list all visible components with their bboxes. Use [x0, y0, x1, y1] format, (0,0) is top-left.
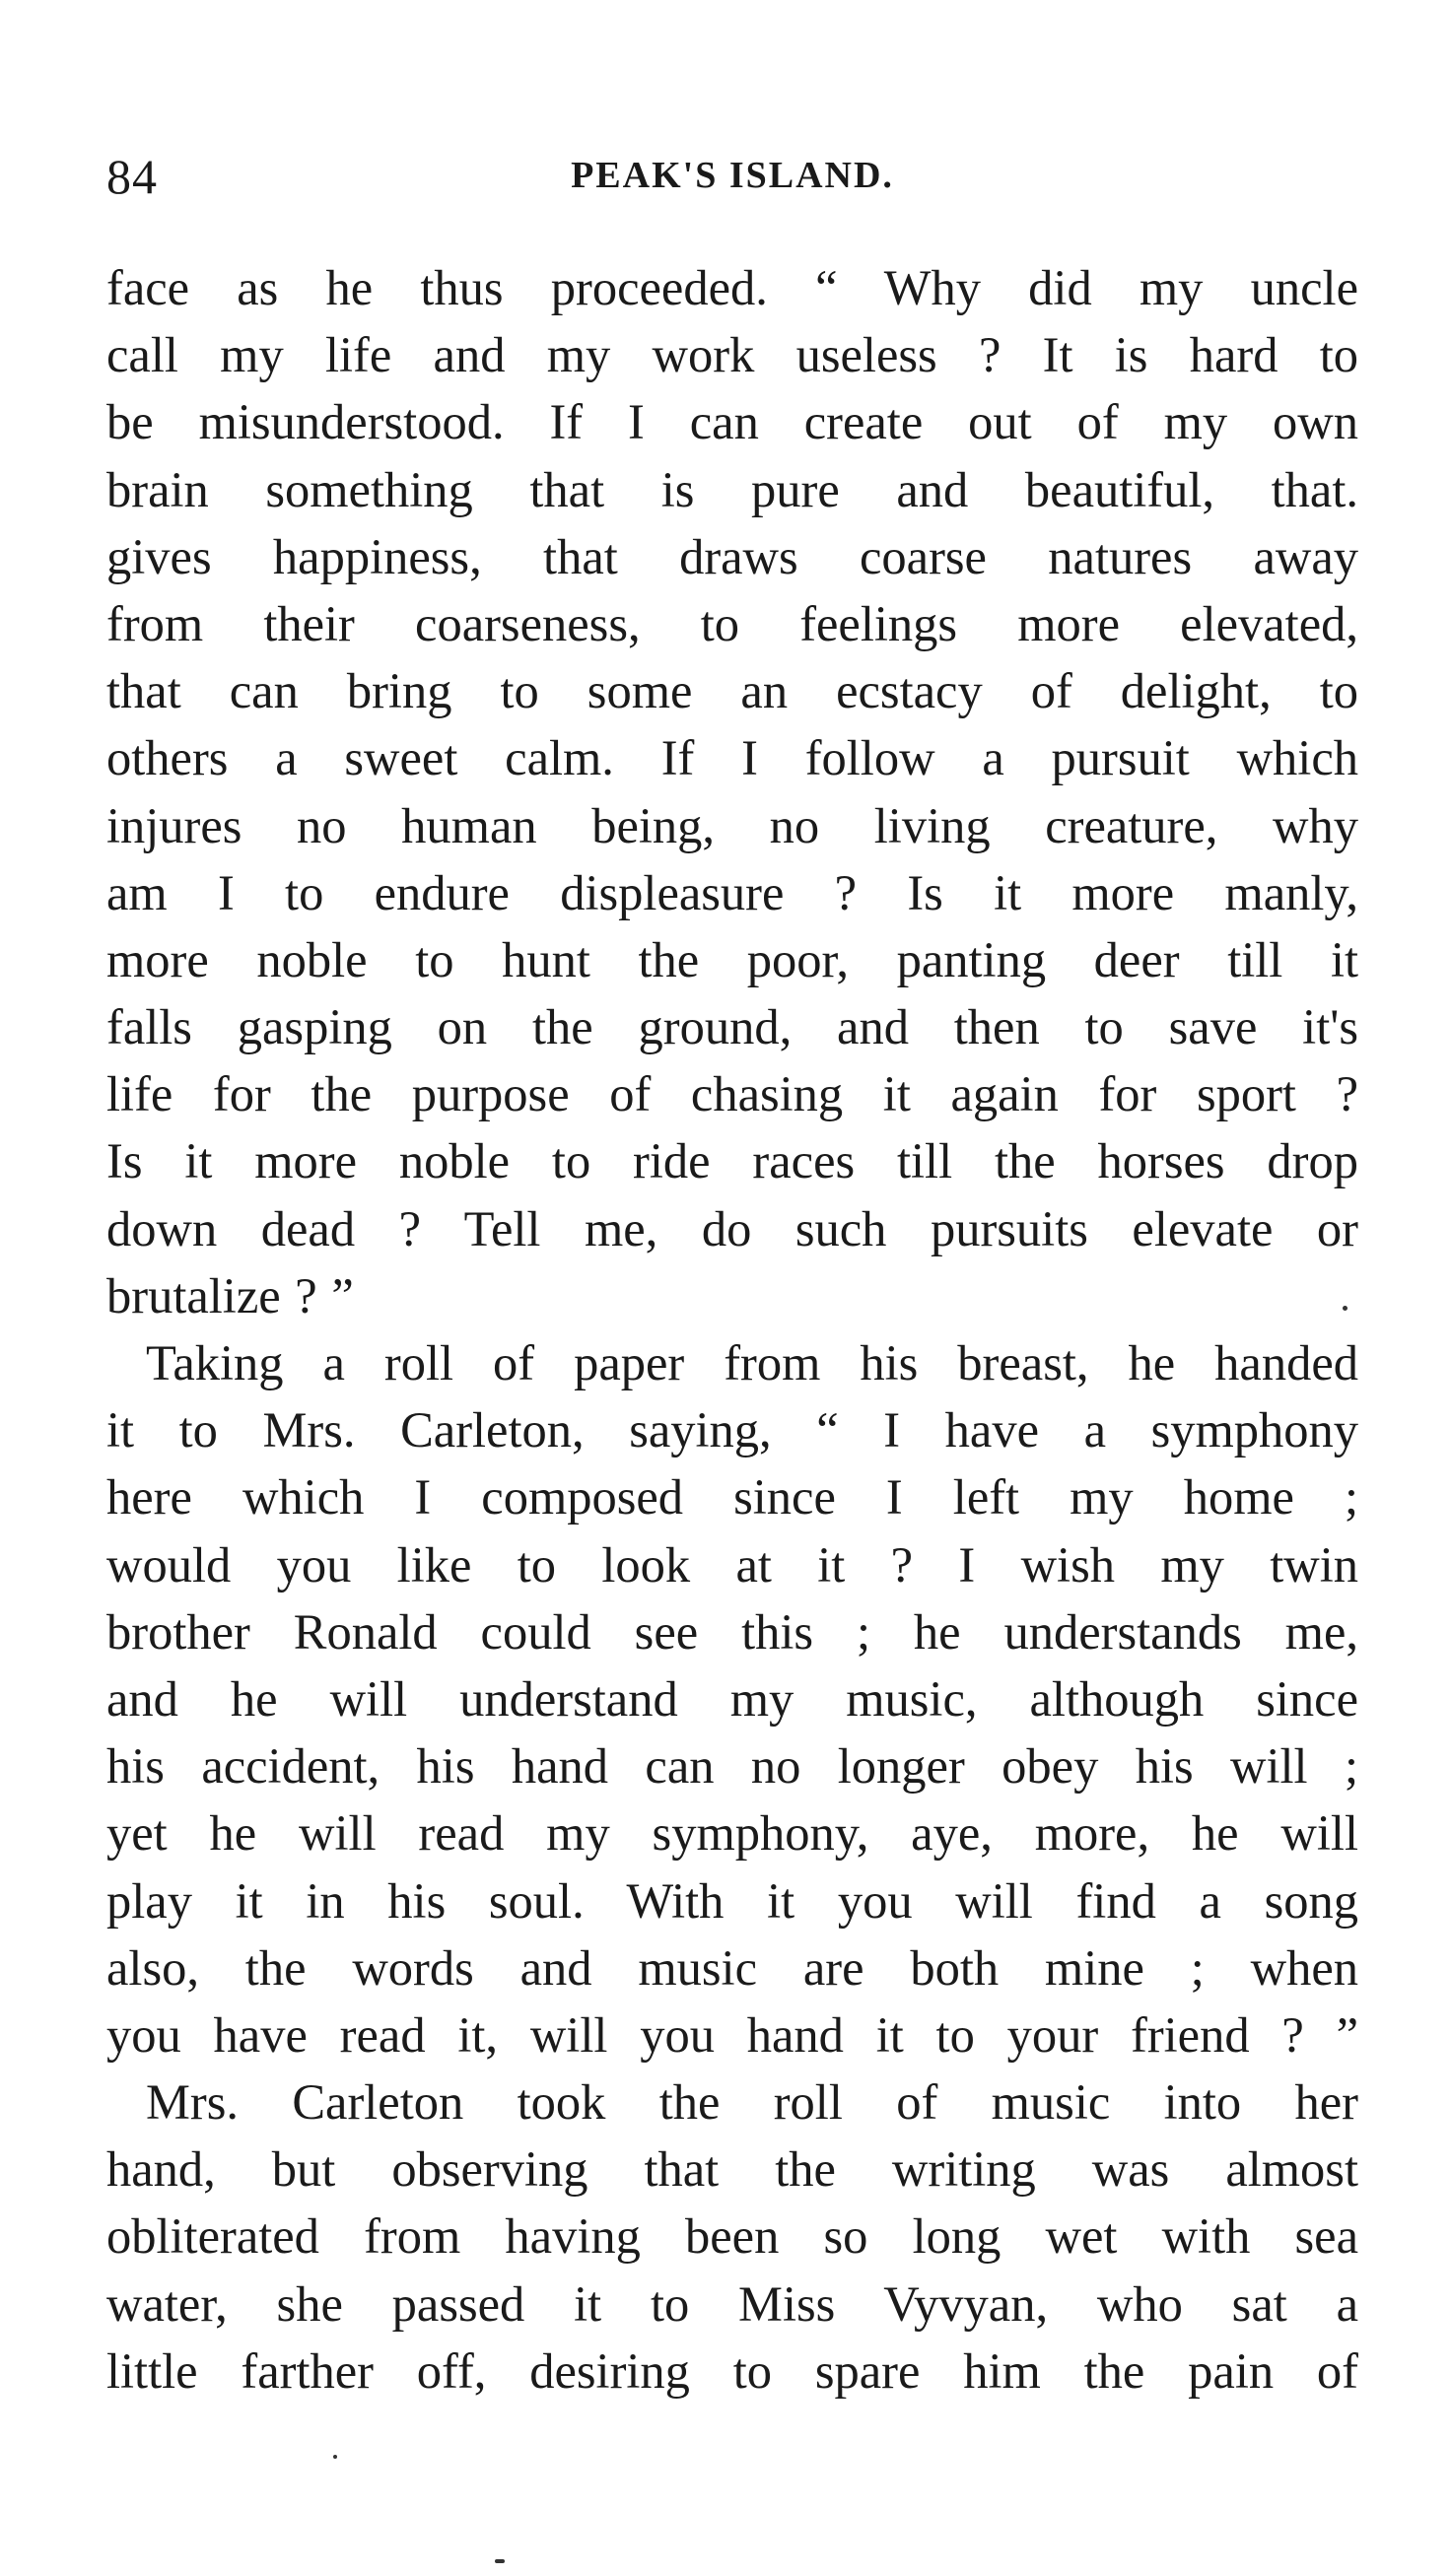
page-number: 84	[106, 149, 158, 204]
text-line: gives happiness, that draws coarse natures away	[106, 528, 1358, 584]
text-line: call my life and my work useless ? It is hard to	[106, 327, 1358, 383]
text-line: am I to endure displeasure ? Is it more manly,	[106, 864, 1358, 920]
text-line: more noble to hunt the poor, panting deer till it	[106, 931, 1358, 987]
paragraph-first-line: Mrs. Carleton took the roll of music into her	[146, 2074, 1358, 2131]
text-line: falls gasping on the ground, and then to save it's	[106, 999, 1358, 1055]
text-line: be misunderstood. If I can create out of my own	[106, 394, 1358, 450]
text-line: and he will understand my music, although since	[106, 1670, 1358, 1727]
ink-speck	[1343, 1306, 1347, 1311]
text-line: others a sweet calm. If I follow a pursuit which	[106, 730, 1358, 786]
text-line: yet he will read my symphony, aye, more, he will	[106, 1805, 1358, 1862]
text-line: that can bring to some an ecstacy of delight, to	[106, 663, 1358, 719]
paragraph-first-line: Taking a roll of paper from his breast, he handed	[146, 1335, 1358, 1390]
ink-speck	[333, 2455, 337, 2459]
paragraph-end-line: you have read it, will you hand it to your friend ? ”	[106, 2006, 1358, 2063]
text-line: injures no human being, no living creature, why	[106, 797, 1358, 853]
text-line: hand, but observing that the writing was almost	[106, 2141, 1358, 2198]
text-line: also, the words and music are both mine ; when	[106, 1939, 1358, 1996]
text-line: brother Ronald could see this ; he understands me,	[106, 1603, 1358, 1660]
text-line: would you like to look at it ? I wish my twin	[106, 1536, 1358, 1593]
ink-speck	[495, 2559, 505, 2563]
text-line: play it in his soul. With it you will find a song	[106, 1872, 1358, 1929]
text-line: face as he thus proceeded. “ Why did my uncle	[106, 260, 1358, 315]
body-text	[106, 254, 1358, 2405]
text-line: Is it more noble to ride races till the horses drop	[106, 1133, 1358, 1189]
page-header	[106, 148, 1358, 217]
text-line: little farther off, desiring to spare him the pain of	[106, 2342, 1358, 2399]
running-title: PEAK'S ISLAND.	[571, 155, 894, 196]
text-line: brain something that is pure and beautiful, that.	[106, 461, 1358, 517]
text-line: down dead ? Tell me, do such pursuits elevate or	[106, 1200, 1358, 1256]
paragraph-end-line: brutalize ? ”	[106, 1267, 354, 1323]
text-line: his accident, his hand can no longer obey his will ;	[106, 1738, 1358, 1795]
text-line: obliterated from having been so long wet with sea	[106, 2208, 1358, 2265]
text-line: water, she passed it to Miss Vyvyan, who sat a	[106, 2275, 1358, 2332]
text-line: here which I composed since I left my home ;	[106, 1469, 1358, 1525]
text-line: it to Mrs. Carleton, saying, “ I have a symphony	[106, 1402, 1358, 1458]
text-line: from their coarseness, to feelings more elevated,	[106, 595, 1358, 651]
text-line: life for the purpose of chasing it again for sport ?	[106, 1066, 1358, 1122]
